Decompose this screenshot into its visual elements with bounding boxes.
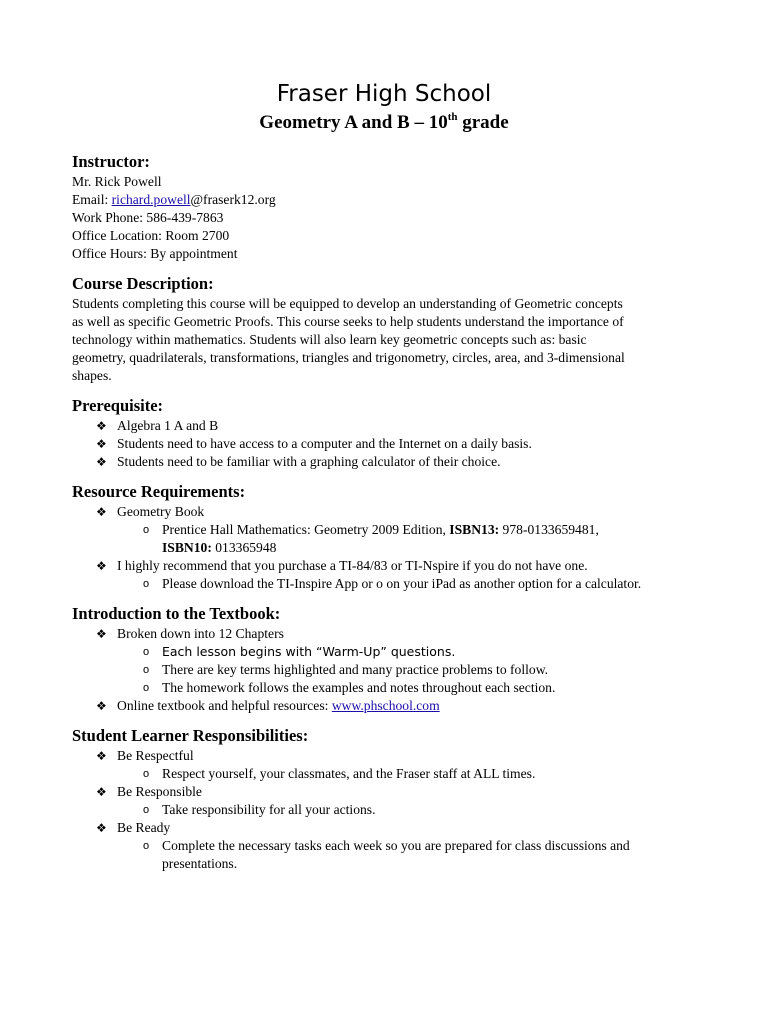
list-item-text: Be Ready [117, 820, 171, 835]
list-item [117, 521, 712, 557]
list-item [72, 557, 712, 593]
list-item-text: Broken down into 12 Chapters [117, 626, 284, 641]
list-item-text: Algebra 1 A and B [117, 418, 219, 433]
isbn10-label: ISBN10: [162, 540, 212, 555]
circle-bullet-icon: o [143, 578, 150, 590]
description-line: shapes. [72, 368, 112, 383]
prerequisite-section [72, 395, 712, 471]
list-item [72, 435, 712, 453]
responsibilities-section [72, 725, 712, 873]
list-item [117, 661, 712, 679]
list-item [117, 575, 712, 593]
circle-bullet-icon: o [143, 768, 150, 780]
responsibilities-heading: Student Learner Responsibilities: [72, 726, 309, 745]
list-item [117, 679, 712, 697]
responsibilities-sublist [117, 765, 712, 783]
textbook-edition: Prentice Hall Mathematics: Geometry 2009 Edition, [162, 522, 450, 537]
diamond-bullet-icon: ❖ [96, 785, 107, 799]
textbook-sublist [117, 643, 712, 697]
diamond-bullet-icon: ❖ [96, 627, 107, 641]
list-item-text: presentations. [162, 856, 238, 871]
list-item-text: Be Respectful [117, 748, 194, 763]
list-item-text: Take responsibility for all your actions. [162, 802, 376, 817]
description-line: geometry, quadrilaterals, transformations, triangles and trigonometry, circles, area, and 3-dimensional [72, 350, 625, 365]
resources-heading: Resource Requirements: [72, 482, 246, 501]
diamond-bullet-icon: ❖ [96, 419, 107, 433]
description-line: Students completing this course will be equipped to develop an understanding of Geometric concepts [72, 296, 623, 311]
diamond-bullet-icon: ❖ [96, 559, 107, 573]
list-item-text: Complete the necessary tasks each week so you are prepared for class discussions and [162, 838, 630, 853]
diamond-bullet-icon: ❖ [96, 505, 107, 519]
course-title-tail: grade [457, 112, 509, 133]
list-item [117, 837, 712, 873]
list-item [117, 643, 712, 661]
diamond-bullet-icon: ❖ [96, 455, 107, 469]
responsibilities-sublist [117, 837, 712, 873]
email-link[interactable]: richard.powell [111, 192, 191, 207]
list-item [72, 625, 712, 697]
instructor-name: Mr. Rick Powell [72, 174, 162, 189]
email-label: Email: [72, 192, 112, 207]
phschool-link[interactable]: www.phschool.com [331, 698, 440, 713]
course-title-superscript: th [447, 111, 458, 123]
course-title-main: Geometry A and B – 10 [259, 112, 448, 133]
circle-bullet-icon: o [143, 840, 150, 852]
list-item-text: Geometry Book [117, 504, 205, 519]
prerequisite-list [72, 417, 712, 471]
document-body [72, 151, 712, 873]
list-item [72, 503, 712, 557]
responsibilities-list [72, 747, 712, 873]
instructor-heading: Instructor: [72, 152, 150, 171]
textbook-heading: Introduction to the Textbook: [72, 604, 281, 623]
diamond-bullet-icon: ❖ [96, 437, 107, 451]
description-line: as well as specific Geometric Proofs. This course seeks to help students understand the importance of [72, 314, 624, 329]
circle-bullet-icon: o [143, 524, 150, 536]
email-domain: @fraserk12.org [190, 192, 276, 207]
circle-bullet-icon: o [143, 682, 150, 694]
resources-sublist [117, 521, 712, 557]
circle-bullet-icon: o [143, 646, 150, 658]
textbook-section [72, 603, 712, 715]
course-title [0, 110, 768, 136]
list-item [72, 783, 712, 819]
diamond-bullet-icon: ❖ [96, 699, 107, 713]
diamond-bullet-icon: ❖ [96, 821, 107, 835]
resources-section [72, 481, 712, 593]
prerequisite-heading: Prerequisite: [72, 396, 164, 415]
list-item-text: I highly recommend that you purchase a TI-84/83 or TI-Nspire if you do not have one. [117, 558, 588, 573]
list-item [72, 417, 712, 435]
instructor-email [72, 191, 712, 209]
resources-list [72, 503, 712, 593]
responsibilities-sublist [117, 801, 712, 819]
school-title: Fraser High School [276, 81, 492, 107]
description-section [72, 273, 712, 385]
list-item [117, 801, 712, 819]
list-item-text: There are key terms highlighted and many practice problems to follow. [162, 662, 549, 677]
isbn10-value: 013365948 [211, 540, 277, 555]
list-item-text: Be Responsible [117, 784, 202, 799]
circle-bullet-icon: o [143, 664, 150, 676]
instructor-phone: Work Phone: 586-439-7863 [72, 210, 224, 225]
diamond-bullet-icon: ❖ [96, 749, 107, 763]
list-item-text: Students need to be familiar with a graphing calculator of their choice. [117, 454, 501, 469]
description-line: technology within mathematics. Students will also learn key geometric concepts such as: basic [72, 332, 587, 347]
list-item [72, 747, 712, 783]
list-item-text: Online textbook and helpful resources: [117, 698, 332, 713]
instructor-hours: Office Hours: By appointment [72, 246, 238, 261]
resources-sublist [117, 575, 712, 593]
textbook-list [72, 625, 712, 715]
list-item [72, 697, 712, 715]
list-item [117, 765, 712, 783]
circle-bullet-icon: o [143, 804, 150, 816]
list-item-text: Students need to have access to a computer and the Internet on a daily basis. [117, 436, 532, 451]
description-heading: Course Description: [72, 274, 214, 293]
list-item-text: The homework follows the examples and notes throughout each section. [162, 680, 556, 695]
isbn13-value: 978-0133659481, [499, 522, 599, 537]
instructor-section [72, 151, 712, 263]
instructor-office: Office Location: Room 2700 [72, 228, 230, 243]
list-item-text: Please download the TI-Inspire App or o on your iPad as another option for a calculator. [162, 576, 642, 591]
isbn13-label: ISBN13: [449, 522, 500, 537]
list-item [72, 453, 712, 471]
list-item [72, 819, 712, 873]
list-item-text: Each lesson begins with “Warm-Up” questions. [162, 644, 456, 659]
list-item-text: Respect yourself, your classmates, and the Fraser staff at ALL times. [162, 766, 536, 781]
